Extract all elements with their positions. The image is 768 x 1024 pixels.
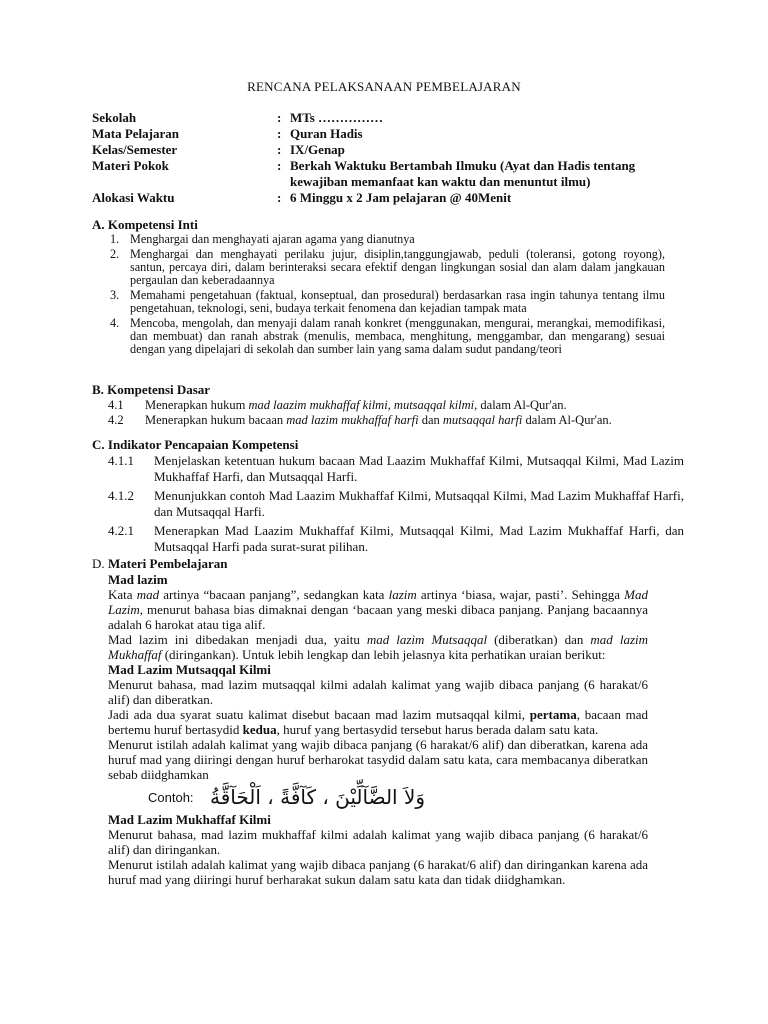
italic-term: mad lazim Mutsaqqal	[366, 632, 488, 647]
meta-colon: :	[277, 142, 282, 157]
item-number: 4.1.1	[108, 453, 134, 468]
ki-list	[110, 233, 665, 356]
meta-colon: :	[277, 158, 282, 173]
text-run: dan	[418, 413, 443, 427]
meta-row-materi-pokok	[92, 158, 690, 190]
example-row	[148, 782, 648, 812]
paragraph	[108, 707, 648, 737]
item-number: 4.1	[108, 398, 124, 412]
italic-term: mutsaqqal harfi	[442, 413, 523, 427]
item-text: Menghargai dan menghayati ajaran agama yang dianutnya	[130, 232, 415, 246]
kd-item	[108, 413, 612, 428]
bold-term: kedua	[242, 722, 277, 737]
meta-value: Berkah Waktuku Bertambah Ilmuku (Ayat dan Hadis tentang kewajiban memanfaat kan waktu dan menuntut ilmu)	[290, 158, 636, 189]
section-kompetensi-dasar	[92, 382, 612, 428]
meta-row-kelas	[92, 142, 690, 158]
paragraph: Menurut istilah adalah kalimat yang wajib dibaca panjang (6 harakat/6 alif) dan diringankan karena ada huruf mad yang diiringi huruf berharakat sukun dalam satu kata dan tidak diidghamkan.	[108, 857, 648, 887]
meta-colon: :	[277, 126, 282, 141]
list-item	[110, 317, 665, 356]
meta-value: Quran Hadis	[290, 126, 363, 141]
item-text: Menunjukkan contoh Mad Laazim Mukhaffaf Kilmi, Mutsaqqal Kilmi, Mad Lazim Mukhaffaf Harfi, dan Mutsaqqal Harfi.	[154, 488, 684, 519]
list-item	[110, 289, 665, 315]
list-item	[110, 233, 665, 246]
item-text	[145, 398, 567, 413]
item-text	[145, 413, 612, 428]
indicator-item	[108, 488, 684, 520]
text-run: artinya ‘biasa, wajar, pasti’. Sehingga	[416, 587, 625, 602]
item-number: 4.1.2	[108, 488, 134, 503]
text-run: , menurut bahasa bias dimaknai dengan ‘bacaan yang meski dibaca panjang. Panjang bacaannya adalah 6 harokat atau tiga alif.	[108, 602, 648, 632]
text-run: dalam Al-Qur'an.	[477, 398, 567, 412]
text-run: (diringankan). Untuk lebih lengkap dan lebih jelasnya kita perhatikan uraian berikut:	[161, 647, 606, 662]
italic-term: lazim	[388, 587, 417, 602]
text-run: artinya “bacaan panjang”, sedangkan kata	[159, 587, 389, 602]
meta-row-alokasi	[92, 190, 690, 206]
item-number: 4.2.1	[108, 523, 134, 538]
kd-item	[108, 398, 612, 413]
meta-label: Mata Pelajaran	[92, 126, 180, 141]
bold-term: pertama	[529, 707, 577, 722]
item-number: 1.	[110, 232, 120, 246]
meta-row-mapel	[92, 126, 690, 142]
italic-term: mad lazim Mukhaffaf	[108, 632, 648, 662]
section-heading: A. Kompetensi Inti	[92, 217, 198, 232]
item-text: Menghargai dan menghayati perilaku jujur, disiplin,tanggungjawab, peduli (toleransi, gotong royong), santun, percaya diri, dalam berinteraksi secara efektif dengan lingkungan sosial dan alam dalam jangkauan pergaulan dan keberadaannya	[130, 247, 665, 287]
item-number: 4.	[110, 316, 120, 330]
meta-value: IX/Genap	[290, 142, 345, 157]
meta-value: 6 Minggu x 2 Jam pelajaran @ 40Menit	[290, 190, 512, 205]
text-run: (diberatkan) dan	[487, 632, 591, 647]
meta-label: Kelas/Semester	[92, 142, 178, 157]
identity-table	[92, 110, 690, 206]
subheading-mutsaqqal-kilmi: Mad Lazim Mutsaqqal Kilmi	[108, 662, 271, 677]
text-run: , bacaan mad bertemu huruf bertasydid	[108, 707, 648, 737]
section-heading: B. Kompetensi Dasar	[92, 382, 211, 397]
italic-term: mad lazim mukhaffaf harfi	[286, 413, 419, 427]
item-number: 3.	[110, 288, 120, 302]
meta-label: Materi Pokok	[92, 158, 169, 173]
item-number: 2.	[110, 247, 120, 261]
paragraph: Menurut istilah adalah kalimat yang wajib dibaca panjang (6 harakat/6 alif) dan diberatkan, karena ada huruf mad yang diiringi dengan huruf berharokat tasydid dalam satu kata, cara membacanya diberatkan sebab diidghamkan	[108, 737, 648, 782]
section-letter: D.	[92, 556, 105, 571]
meta-colon: :	[277, 110, 282, 125]
paragraph: Menurut bahasa, mad lazim mukhaffaf kilmi adalah kalimat yang wajib dibaca panjang (6 harakat/6 alif) dan diringankan.	[108, 827, 648, 857]
text-run: Menerapkan hukum	[145, 398, 249, 412]
paragraph	[108, 632, 648, 662]
meta-row-sekolah	[92, 110, 690, 126]
item-text: Mencoba, mengolah, dan menyaji dalam ranah konkret (menggunakan, mengurai, merangkai, memodifikasi, dan membuat) dan ranah abstrak (menulis, membaca, menghitung, menggambar, dan mengarang) sesuai dengan yang dipelajari di sekolah dan sumber lain yang sama dalam sudut pandang/teori	[130, 316, 665, 356]
meta-value: MTs ……………	[290, 110, 384, 125]
text-run: Mad lazim ini dibedakan menjadi dua, yaitu	[108, 632, 367, 647]
meta-label: Alokasi Waktu	[92, 190, 175, 205]
item-text: Menjelaskan ketentuan hukum bacaan Mad Laazim Mukhaffaf Kilmi, Mutsaqqal Kilmi, Mad Lazim Mukhaffaf Harfi, dan Mutsaqqal Harfi.	[154, 453, 684, 484]
list-item	[110, 248, 665, 287]
section-heading	[92, 556, 648, 572]
item-number: 4.2	[108, 413, 124, 427]
materi-body	[108, 572, 648, 887]
paragraph	[108, 587, 648, 632]
section-kompetensi-inti	[92, 217, 665, 358]
section-heading: C. Indikator Pencapaian Kompetensi	[92, 437, 299, 452]
text-run: Kata	[108, 587, 137, 602]
text-run: dalam Al-Qur'an.	[522, 413, 612, 427]
paragraph: Menurut bahasa, mad lazim mutsaqqal kilmi adalah kalimat yang wajib dibaca panjang (6 harakat/6 alif) dan diberatkan.	[108, 677, 648, 707]
example-label: Contoh:	[148, 789, 194, 805]
section-indikator	[92, 437, 684, 558]
text-run: Menerapkan hukum bacaan	[145, 413, 287, 427]
indicator-item	[108, 453, 684, 485]
document-title: RENCANA PELAKSANAAN PEMBELAJARAN	[247, 79, 521, 94]
indicator-item	[108, 523, 684, 555]
italic-term: Mad Lazim	[108, 587, 648, 617]
text-run: , huruf yang bertasydid tersebut harus berada dalam satu kata.	[276, 722, 599, 737]
text-run: Jadi ada dua syarat suatu kalimat disebut bacaan mad lazim mutsaqqal kilmi,	[108, 707, 530, 722]
meta-label: Sekolah	[92, 110, 137, 125]
arabic-example: وَلاَ الضَّآلِّيْنَ ، كَآفَّةً ، اَلْحَآقَّةُ	[210, 785, 426, 809]
item-text: Menerapkan Mad Laazim Mukhaffaf Kilmi, Mutsaqqal Kilmi, Mad Lazim Mukhaffaf Harfi, dan Mutsaqqal Harfi pada surat-surat pilihan.	[154, 523, 684, 554]
italic-term: mad laazim mukhaffaf kilmi, mutsaqqal kilmi,	[248, 398, 478, 412]
meta-colon: :	[277, 190, 282, 205]
subheading-mukhaffaf-kilmi: Mad Lazim Mukhaffaf Kilmi	[108, 812, 271, 827]
subheading-mad-lazim: Mad lazim	[108, 572, 168, 587]
section-materi	[92, 556, 648, 887]
item-text: Memahami pengetahuan (faktual, konseptual, dan prosedural) berdasarkan rasa ingin tahunya tentang ilmu pengetahuan, teknologi, seni, budaya terkait fenomena dan kejadian tampak mata	[130, 288, 665, 315]
italic-term: mad	[136, 587, 160, 602]
section-title: Materi Pembelajaran	[108, 556, 228, 571]
